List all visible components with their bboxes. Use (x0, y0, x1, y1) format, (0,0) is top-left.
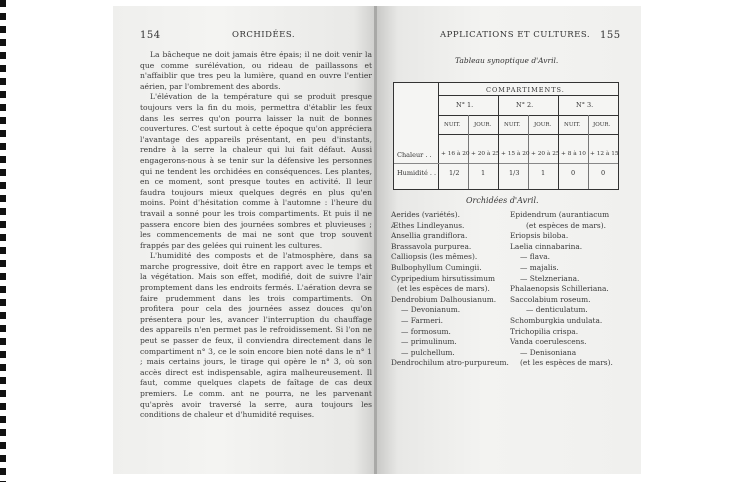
table-cell: + 12 à 15 (590, 151, 619, 157)
table-title: Tableau synoptique d'Avril. (455, 56, 559, 65)
table-cell: + 20 à 25 (471, 151, 500, 157)
list-item: (et espèces de mars). (526, 220, 606, 230)
list-item: — formosum. (401, 326, 451, 336)
list-item: (et les espèces de mars). (520, 358, 613, 368)
right-page-number: 155 (600, 30, 621, 41)
table-sub-header: JOUR. (534, 122, 552, 128)
table-cell: + 20 à 25 (531, 151, 560, 157)
list-item: Laelia cinnabarina. (510, 241, 583, 251)
list-item: — majalis. (520, 262, 559, 272)
synoptic-table (393, 82, 619, 190)
table-sub-header: JOUR. (593, 122, 611, 128)
list-item: — primulinum. (401, 337, 457, 347)
list-item: Calliopsis (les mêmes). (391, 252, 478, 262)
list-item: — pulchellum. (401, 347, 455, 357)
table-cell: + 15 à 20 (501, 151, 530, 157)
list-item: (et les espèces de mars). (397, 284, 490, 294)
list-item: — Farmeri. (401, 315, 443, 325)
list-item: Dendrobium Dalhousianum. (391, 294, 497, 304)
list-item: — Stelzneriana. (520, 273, 580, 283)
list-item: Brassavola purpurea. (391, 241, 472, 251)
list-item: Vanda coerulescens. (510, 337, 587, 347)
table-divider (558, 95, 559, 189)
list-item: Æthes Lindleyanus. (391, 220, 465, 230)
list-item: Aerides (variétés). (391, 210, 460, 219)
table-divider (588, 115, 589, 189)
table-group-header: N° 3. (576, 101, 594, 109)
left-page-number: 154 (140, 30, 161, 41)
plants-column-right (510, 210, 613, 369)
list-item: — Devonianum. (401, 305, 461, 315)
table-row-rule (394, 163, 618, 164)
table-divider (438, 95, 618, 96)
table-cell: 0 (571, 169, 576, 177)
table-cell: 0 (601, 169, 606, 177)
list-item: Ansellia grandiflora. (391, 231, 468, 241)
table-sub-header: NUIT. (444, 122, 461, 128)
table-sub-header: NUIT. (504, 122, 521, 128)
paragraph: La bâcheque ne doit jamais être épais; il ne doit venir la que comme surélévation, ou rideau de paillassons et n'affaiblir que tres peu la lumière, quand en ouvre l'entier aérien, par l'ombrement des abords. (140, 50, 372, 91)
table-cell: 1/3 (509, 169, 520, 177)
list-item: Eriopsis biloba. (510, 231, 569, 241)
table-row-label: Humidité . . (397, 169, 437, 177)
table-cell: 1/2 (449, 169, 460, 177)
scan-binding-edge (0, 0, 6, 482)
table-sub-header: NUIT. (564, 122, 581, 128)
list-item: Saccolabium roseum. (510, 294, 591, 304)
list-title: Orchidées d'Avril. (466, 196, 539, 205)
table-cell: + 16 à 20 (441, 151, 470, 157)
list-item: Dendrochilum atro-purpureum. (391, 358, 509, 368)
table-group-header: N° 2. (516, 101, 534, 109)
table-divider (498, 95, 499, 189)
list-item: Phalaenopsis Schilleriana. (510, 284, 609, 294)
paragraph: L'humidité des composts et de l'atmosphère, dans sa marche progressive, doit être en rapport avec le temps et la végétation. Mais son effet, modifié, doit de suivre l'air promptement dans les endroits fermés. L'aération devra se faire prudemment dans les trois compartiments. On profitera pour cela des journées assez douces qu'on présentera pour les, avancer l'interruption du chauffage des appareils n'en permet pas le refroidissement. Si l'on ne peut se passer de feux, il conviendra directement dans le compartiment n° 3, ce le soin encore bien noté dans le n° 1 ; mais certains jours, le tirage qui opère le n° 3, où son accès direct est indispensable, agira malheureusement. Il faut, comme quelques clapets de faîtage de cas deux premiers. Le comm. ant ne pourra, ne les parvenant qu'après avoir traversé la serre, aura toujours les conditions de chaleur et d'humidité requises. (140, 251, 372, 420)
table-super-header: COMPARTIMENTS. (486, 86, 565, 94)
list-item: Bulbophyllum Cumingii. (391, 262, 482, 272)
table-cell: 1 (481, 169, 486, 177)
table-cell: + 8 à 10 (561, 151, 586, 157)
list-item: — Denisoniana (520, 347, 577, 357)
table-sub-header: JOUR. (474, 122, 492, 128)
table-group-header: N° 1. (456, 101, 474, 109)
list-item: Trichopilia crispa. (510, 326, 579, 336)
table-cell: 1 (541, 169, 546, 177)
list-item: Schomburgkia undulata. (510, 315, 603, 325)
list-item: — flava. (520, 252, 551, 262)
plants-column-left (391, 210, 509, 369)
left-running-head: ORCHIDÉES. (232, 30, 296, 40)
list-item: Epidendrum (aurantiacum (510, 210, 610, 219)
table-divider (438, 83, 439, 189)
paragraph: L'élévation de la température qui se produit presque toujours vers la fin du mois, permettra d'établir les feux dans les serres qu'on pourra laisser la nuit de bonnes couvertures. C'est surtout à cette époque qu'on appréciera l'avantage des appareils présentant, en peu d'instants, rendre à la serre la chaleur qui lui fait défaut. Aussi engagerons-nous à se tenir sur la défensive les personnes qui ne tendent les orchidées en conséquences. Les plantes, en ce moment, sont presque toutes en activité. Il leur faudra toujours mieux quelques degrés en plus qu'en moins. Point d'hésitation comme à l'automne : l'heure du travail a sonné pour les trois compartiments. Et puis il ne passera encore bien des journées sombres et pluvieuses ; les commencements de mai ne sont que trop souvent frappés par des gelées qui ruinent les cultures. (140, 92, 372, 250)
list-item: Cypripedium hirsutissimum (391, 273, 496, 283)
list-item: — denticulatum. (526, 305, 588, 315)
left-body-text (140, 50, 372, 421)
right-running-head: APPLICATIONS ET CULTURES. (440, 30, 591, 40)
table-row-label: Chaleur . . (397, 151, 432, 159)
